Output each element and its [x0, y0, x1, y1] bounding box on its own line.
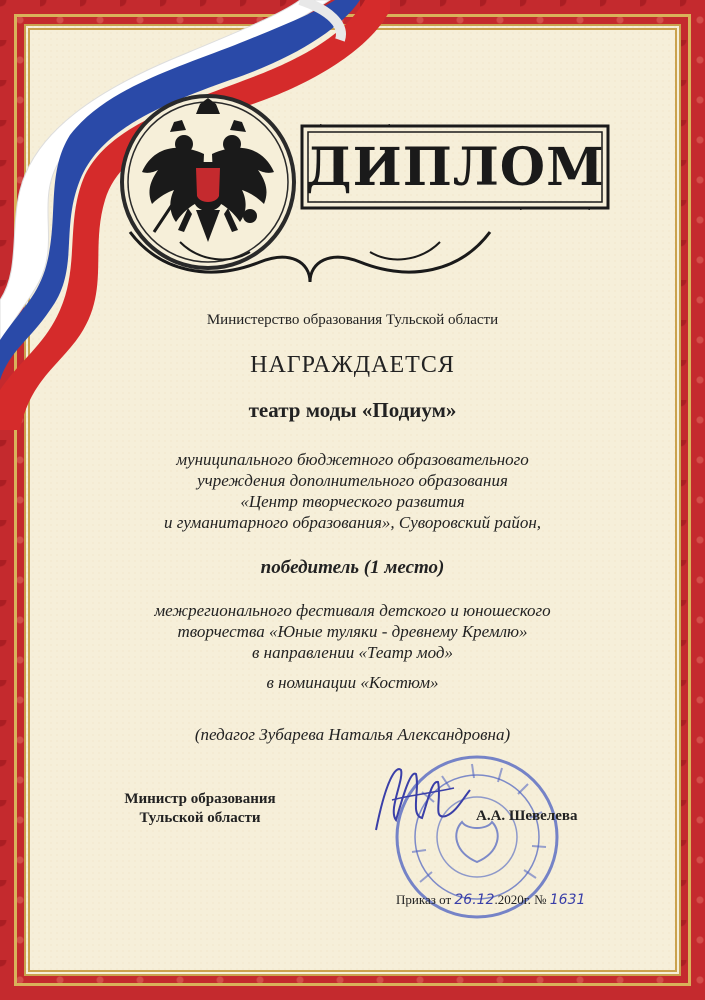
order-year-text: .2020г. № — [494, 892, 547, 907]
order-reference — [396, 892, 585, 908]
diploma-title: ДИПЛОМ — [305, 136, 605, 198]
signatory-name: А.А. Шевелева — [476, 808, 578, 824]
recipient-name: театр моды «Подиум» — [248, 398, 457, 422]
order-prefix: Приказ от — [396, 892, 452, 907]
order-date-handwritten: 26.12 — [454, 892, 495, 908]
teacher-text: (педагог Зубарева Наталья Александровна) — [194, 725, 511, 744]
organization-line: и гуманитарного образования», Суворовский район, — [163, 513, 542, 532]
ministry-name: Министерство образования Тульской области — [206, 312, 499, 328]
festival-line: межрегионального фестиваля детского и юношеского — [154, 601, 551, 620]
signatory-title-line: Тульской области — [139, 810, 261, 826]
signatory-title-line: Министр образования — [124, 791, 276, 807]
organization-line: «Центр творческого развития — [240, 492, 465, 511]
order-number-handwritten: 1631 — [549, 892, 586, 908]
place-text: победитель (1 место) — [260, 557, 445, 578]
organization-line: учреждения дополнительного образования — [197, 471, 508, 490]
ornament-flourish-icon — [120, 222, 500, 292]
festival-line: в направлении «Театр мод» — [252, 643, 453, 662]
awarded-heading: НАГРАЖДАЕТСЯ — [250, 352, 455, 378]
festival-line: в номинации «Костюм» — [266, 673, 439, 692]
organization-line: муниципального бюджетного образовательного — [176, 450, 529, 469]
festival-line: творчества «Юные туляки - древнему Кремлю» — [177, 622, 528, 641]
signature-icon — [366, 760, 476, 840]
signatory-title — [100, 790, 300, 828]
